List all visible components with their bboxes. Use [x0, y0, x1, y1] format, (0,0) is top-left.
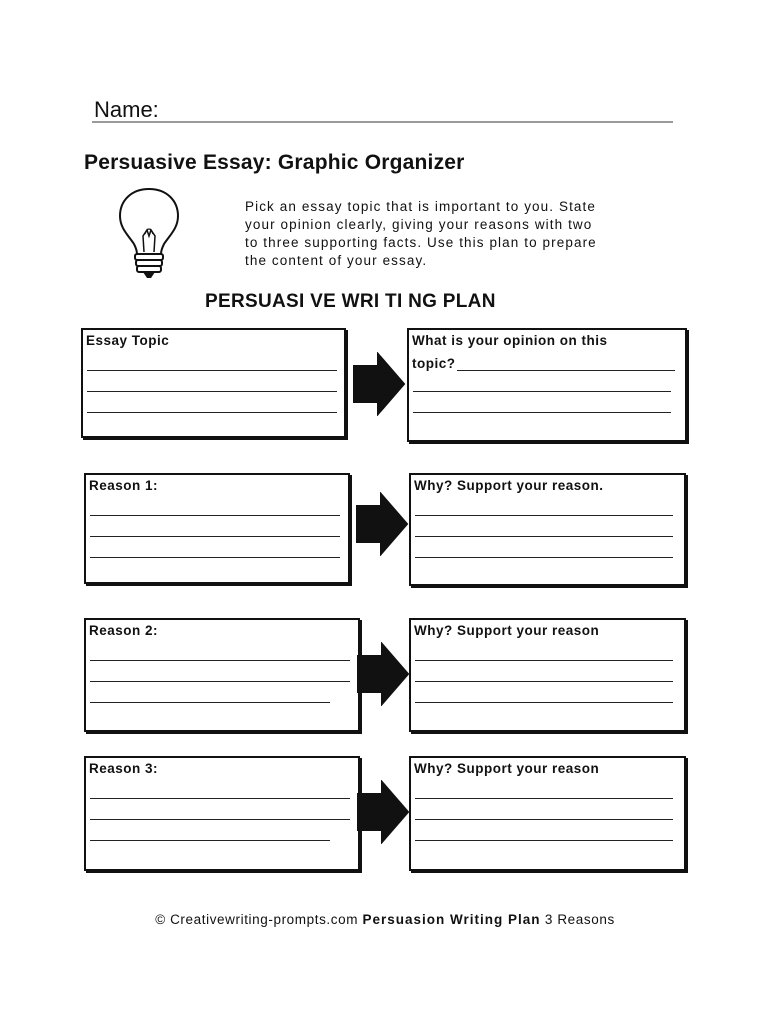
answer-line[interactable] — [90, 840, 330, 841]
answer-line[interactable] — [87, 412, 337, 413]
name-input-line[interactable] — [92, 121, 673, 123]
reason-3-box[interactable] — [84, 756, 360, 871]
support-3-box[interactable] — [409, 756, 686, 871]
page-title: Persuasive Essay: Graphic Organizer — [84, 151, 465, 174]
answer-line[interactable] — [415, 840, 673, 841]
answer-line[interactable] — [415, 819, 673, 820]
answer-line[interactable] — [90, 515, 340, 516]
plan-title: PERSUASI VE WRI TI NG PLAN — [205, 291, 496, 312]
answer-line[interactable] — [415, 660, 673, 661]
support-2-label: Why? Support your reason — [414, 623, 600, 638]
support-3-label: Why? Support your reason — [414, 761, 600, 776]
arrow-right-icon — [354, 642, 412, 706]
arrow-right-icon — [350, 352, 408, 416]
intro-line: Pick an essay topic that is important to you. State — [245, 199, 596, 214]
opinion-box[interactable] — [407, 328, 687, 442]
arrow-right-icon — [353, 492, 411, 556]
reason-3-label: Reason 3: — [89, 761, 159, 776]
arrow-right-icon — [354, 780, 412, 844]
reason-2-box[interactable] — [84, 618, 360, 732]
answer-line[interactable] — [90, 536, 340, 537]
reason-1-label: Reason 1: — [89, 478, 159, 493]
answer-line[interactable] — [415, 702, 673, 703]
opinion-label: What is your opinion on this — [412, 333, 608, 348]
intro-line: your opinion clearly, giving your reasons with two — [245, 217, 593, 232]
answer-line[interactable] — [90, 557, 340, 558]
answer-line[interactable] — [415, 798, 673, 799]
intro-line: the content of your essay. — [245, 253, 428, 268]
name-label: Name: — [94, 97, 159, 122]
essay-topic-box[interactable] — [81, 328, 346, 438]
reason-1-box[interactable] — [84, 473, 350, 584]
answer-line[interactable] — [413, 412, 671, 413]
footer-suffix: 3 Reasons — [544, 912, 615, 927]
answer-line[interactable] — [90, 660, 350, 661]
answer-line[interactable] — [413, 391, 671, 392]
reason-2-label: Reason 2: — [89, 623, 159, 638]
essay-topic-label: Essay Topic — [86, 333, 170, 348]
opinion-label-2: topic? — [412, 356, 456, 371]
answer-line[interactable] — [415, 536, 673, 537]
support-1-box[interactable] — [409, 473, 686, 586]
support-1-label: Why? Support your reason. — [414, 478, 604, 493]
footer-plan-name: Persuasion Writing Plan — [362, 912, 541, 927]
answer-line[interactable] — [90, 819, 350, 820]
answer-line[interactable] — [415, 515, 673, 516]
support-2-box[interactable] — [409, 618, 686, 732]
answer-line[interactable] — [415, 681, 673, 682]
footer — [0, 912, 770, 927]
footer-copyright: © Creativewriting-prompts.com — [155, 912, 359, 927]
answer-line[interactable] — [90, 798, 350, 799]
answer-line[interactable] — [457, 370, 675, 371]
lightbulb-icon — [114, 186, 184, 280]
intro-text — [245, 198, 645, 270]
answer-line[interactable] — [90, 702, 330, 703]
answer-line[interactable] — [415, 557, 673, 558]
answer-line[interactable] — [90, 681, 350, 682]
answer-line[interactable] — [87, 391, 337, 392]
answer-line[interactable] — [87, 370, 337, 371]
intro-line: to three supporting facts. Use this plan to prepare — [245, 235, 597, 250]
